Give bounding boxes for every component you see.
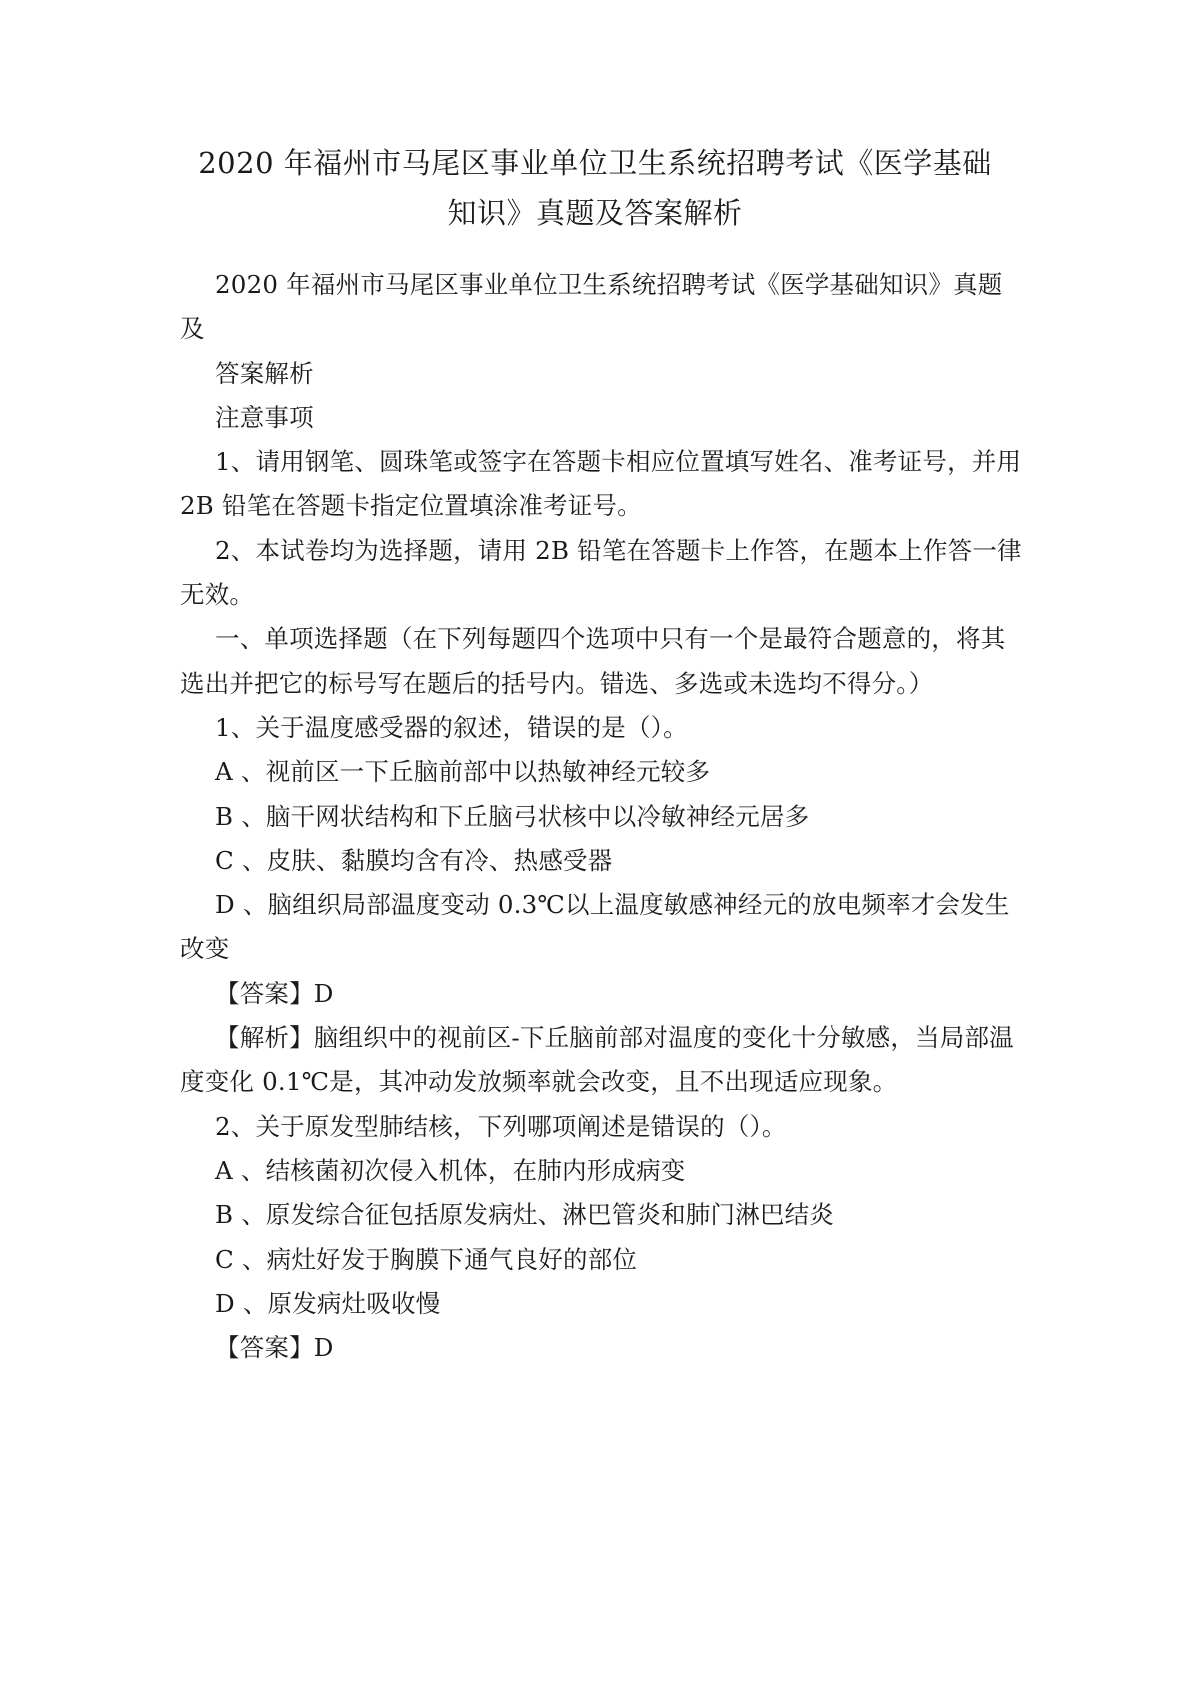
notice-item-1: 1、请用钢笔、圆珠笔或签字在答题卡相应位置填写姓名、准考证号，并用 2B 铅笔在答题卡指定位置填涂准考证号。 <box>180 447 1022 521</box>
title-line-1: 2020 年福州市马尾区事业单位卫生系统招聘考试《医学基础 <box>198 146 992 180</box>
title-line-2: 知识》真题及答案解析 <box>447 196 743 230</box>
intro-continuation: 答案解析 <box>215 358 314 388</box>
question-1-explanation: 【解析】脑组织中的视前区-下丘脑前部对温度的变化十分敏感，当局部温度变化 0.1℃是，其冲动发放频率就会改变，且不出现适应现象。 <box>180 1023 1014 1097</box>
intro-paragraph: 2020 年福州市马尾区事业单位卫生系统招聘考试《医学基础知识》真题及 <box>180 270 1003 344</box>
question-1-option-b: B 、脑干网状结构和下丘脑弓状核中以冷敏神经元居多 <box>215 801 810 831</box>
notice-heading: 注意事项 <box>215 402 314 432</box>
document-title <box>150 138 1040 238</box>
question-1: 1、关于温度感受器的叙述，错误的是（）。 <box>215 712 688 742</box>
document-body <box>180 263 1025 1370</box>
question-2-option-b: B 、原发综合征包括原发病灶、淋巴管炎和肺门淋巴结炎 <box>215 1200 834 1230</box>
question-1-option-a: A 、视前区一下丘脑前部中以热敏神经元较多 <box>215 757 711 787</box>
notice-item-2: 2、本试卷均为选择题，请用 2B 铅笔在答题卡上作答，在题本上作答一律无效。 <box>180 535 1022 610</box>
question-2: 2、关于原发型肺结核，下列哪项阐述是错误的（）。 <box>215 1111 787 1141</box>
question-2-answer: 【答案】D <box>215 1333 334 1363</box>
question-1-option-d: D 、脑组织局部温度变动 0.3℃以上温度敏感神经元的放电频率才会发生改变 <box>180 890 1010 964</box>
question-2-option-d: D 、原发病灶吸收慢 <box>215 1288 441 1318</box>
question-1-option-c: C 、皮肤、黏膜均含有冷、热感受器 <box>215 845 613 875</box>
question-2-option-a: A 、结核菌初次侵入机体，在肺内形成病变 <box>215 1155 686 1185</box>
question-2-option-c: C 、病灶好发于胸膜下通气良好的部位 <box>215 1244 638 1274</box>
question-1-answer: 【答案】D <box>215 978 334 1008</box>
section-heading: 一、单项选择题（在下列每题四个选项中只有一个是最符合题意的，将其选出并把它的标号写在题后的括号内。错选、多选或未选均不得分。） <box>180 624 1006 698</box>
